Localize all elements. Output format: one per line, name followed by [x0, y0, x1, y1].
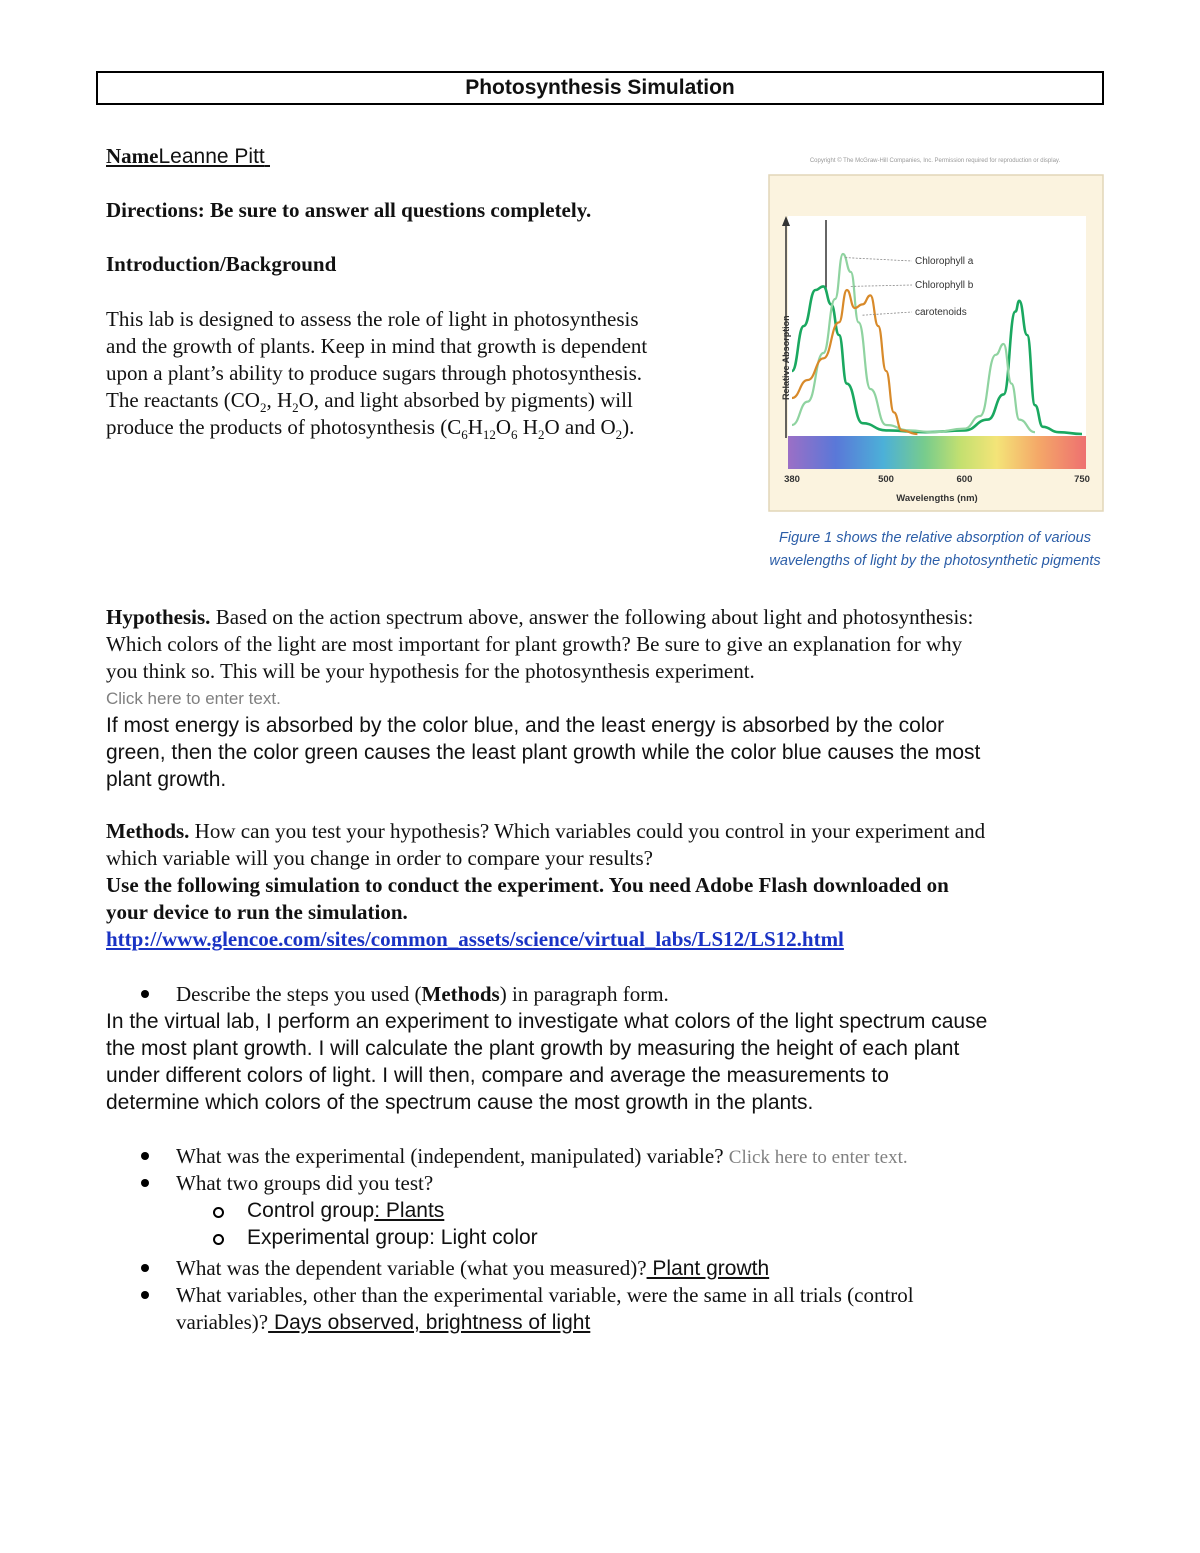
circle-bullet-icon — [213, 1234, 224, 1245]
x-tick-label: 750 — [1074, 474, 1090, 485]
x-tick-label: 500 — [878, 474, 894, 485]
bullet-icon — [141, 1291, 149, 1299]
name-label: Name — [106, 144, 159, 168]
control-variables-question: What variables, other than the experimental variable, were the same in all trials (control variables)? Days observed, brightness of light — [176, 1283, 914, 1334]
hypothesis-answer[interactable]: If most energy is absorbed by the color blue, and the least energy is absorbed by the color — [106, 714, 945, 737]
intro-heading: Introduction/Background — [106, 252, 337, 276]
intro-line: and the growth of plants. Keep in mind that growth is dependent — [106, 334, 648, 358]
legend-label: Chlorophyll a — [915, 256, 974, 267]
hypothesis-question: Which colors of the light are most important for plant growth? Be sure to give an explanation for why — [106, 632, 963, 656]
control-group-line: Control group: Plants — [247, 1199, 445, 1222]
methods-answer-line: under different colors of light. I will then, compare and average the measurements to — [106, 1064, 889, 1087]
name-line — [106, 143, 270, 170]
color-spectrum-bar — [788, 436, 1086, 469]
dependent-variable-value[interactable]: Plant growth — [646, 1257, 770, 1280]
hypothesis-answer[interactable]: plant growth. — [106, 768, 227, 791]
page-title: Photosynthesis Simulation — [96, 71, 1104, 105]
x-tick-label: 380 — [784, 474, 800, 485]
x-axis-label: Wavelengths (nm) — [896, 493, 978, 504]
hypothesis-label: Hypothesis. — [106, 605, 211, 629]
simulation-link[interactable]: http://www.glencoe.com/sites/common_assets/science/virtual_labs/LS12/LS12.html — [106, 927, 844, 951]
methods-answer[interactable] — [106, 1008, 1106, 1116]
methods-label: Methods. — [106, 819, 190, 843]
methods-answer-line: determine which colors of the spectrum cause the most growth in the plants. — [106, 1091, 814, 1114]
experimental-group-line: Experimental group: Light color — [247, 1226, 538, 1249]
intro-paragraph — [106, 306, 726, 441]
hypothesis-answer[interactable]: green, then the color green causes the least plant growth while the color blue causes the most — [106, 741, 981, 764]
hypothesis-question: Based on the action spectrum above, answer the following about light and photosynthesis: — [210, 605, 974, 629]
methods-answer-line: In the virtual lab, I perform an experiment to investigate what colors of the light spectrum cause — [106, 1010, 988, 1033]
absorption-spectrum-chart — [766, 172, 1106, 514]
plot-area — [788, 216, 1086, 438]
y-axis-label: Relative Absorption — [781, 315, 791, 400]
circle-bullet-icon — [213, 1207, 224, 1218]
hypothesis-section — [106, 604, 1106, 793]
legend-label: carotenoids — [915, 307, 967, 318]
methods-answer-line: the most plant growth. I will calculate the plant growth by measuring the height of each plant — [106, 1037, 960, 1060]
figure-copyright: Copyright © The McGraw-Hill Companies, Inc. Permission required for reproduction or display. — [809, 158, 1061, 164]
legend-label: Chlorophyll b — [915, 280, 974, 291]
name-value[interactable]: Leanne Pitt — [158, 145, 265, 168]
methods-question: How can you test your hypothesis? Which variables could you control in your experiment and — [189, 819, 986, 843]
hypothesis-question: you think so. This will be your hypothesis for the photosynthesis experiment. — [106, 659, 755, 683]
intro-line: This lab is designed to assess the role of light in photosynthesis — [106, 307, 639, 331]
methods-question: which variable will you change in order to compare your results? — [106, 846, 653, 870]
intro-line: upon a plant’s ability to produce sugars through photosynthesis. — [106, 361, 643, 385]
experimental-group-value[interactable]: Light color — [440, 1226, 538, 1249]
x-tick-label: 600 — [956, 474, 973, 485]
intro-line: produce the products of photosynthesis ($C_6H_{12}O_6$ $H_2O$ and $O_2$). — [106, 415, 635, 443]
methods-section — [106, 818, 1106, 953]
methods-instruction: Use the following simulation to conduct the experiment. You need Adobe Flash downloaded on — [106, 873, 949, 897]
bullet-icon — [141, 1264, 149, 1272]
bullet-icon — [141, 1179, 149, 1187]
bullet-icon — [141, 1152, 149, 1160]
hypothesis-placeholder[interactable]: Click here to enter text. — [106, 689, 281, 708]
experimental-variable-question: What was the experimental (independent, manipulated) variable? Click here to enter text. — [176, 1144, 908, 1168]
dependent-variable-question: What was the dependent variable (what you measured)? Plant growth — [176, 1256, 770, 1280]
control-variables-value[interactable]: Days observed, brightness of light — [268, 1311, 591, 1334]
methods-instruction: your device to run the simulation. — [106, 900, 408, 924]
caption-line: Figure 1 shows the relative absorption of various — [779, 530, 1091, 546]
intro-line: The reactants ($CO_2$, $H_2O$, and light absorbed by pigments) will — [106, 388, 633, 416]
figure-caption — [740, 527, 1130, 573]
caption-line: wavelengths of light by the photosynthetic pigments — [769, 553, 1101, 569]
methods-bullet-text: Describe the steps you used (Methods) in paragraph form. — [176, 982, 669, 1006]
experimental-variable-placeholder[interactable]: Click here to enter text. — [728, 1147, 908, 1168]
directions: Directions: Be sure to answer all questions completely. — [106, 198, 592, 222]
groups-question: What two groups did you test? — [176, 1171, 434, 1195]
control-group-value[interactable]: : Plants — [374, 1199, 445, 1222]
bullet-icon — [141, 990, 149, 998]
